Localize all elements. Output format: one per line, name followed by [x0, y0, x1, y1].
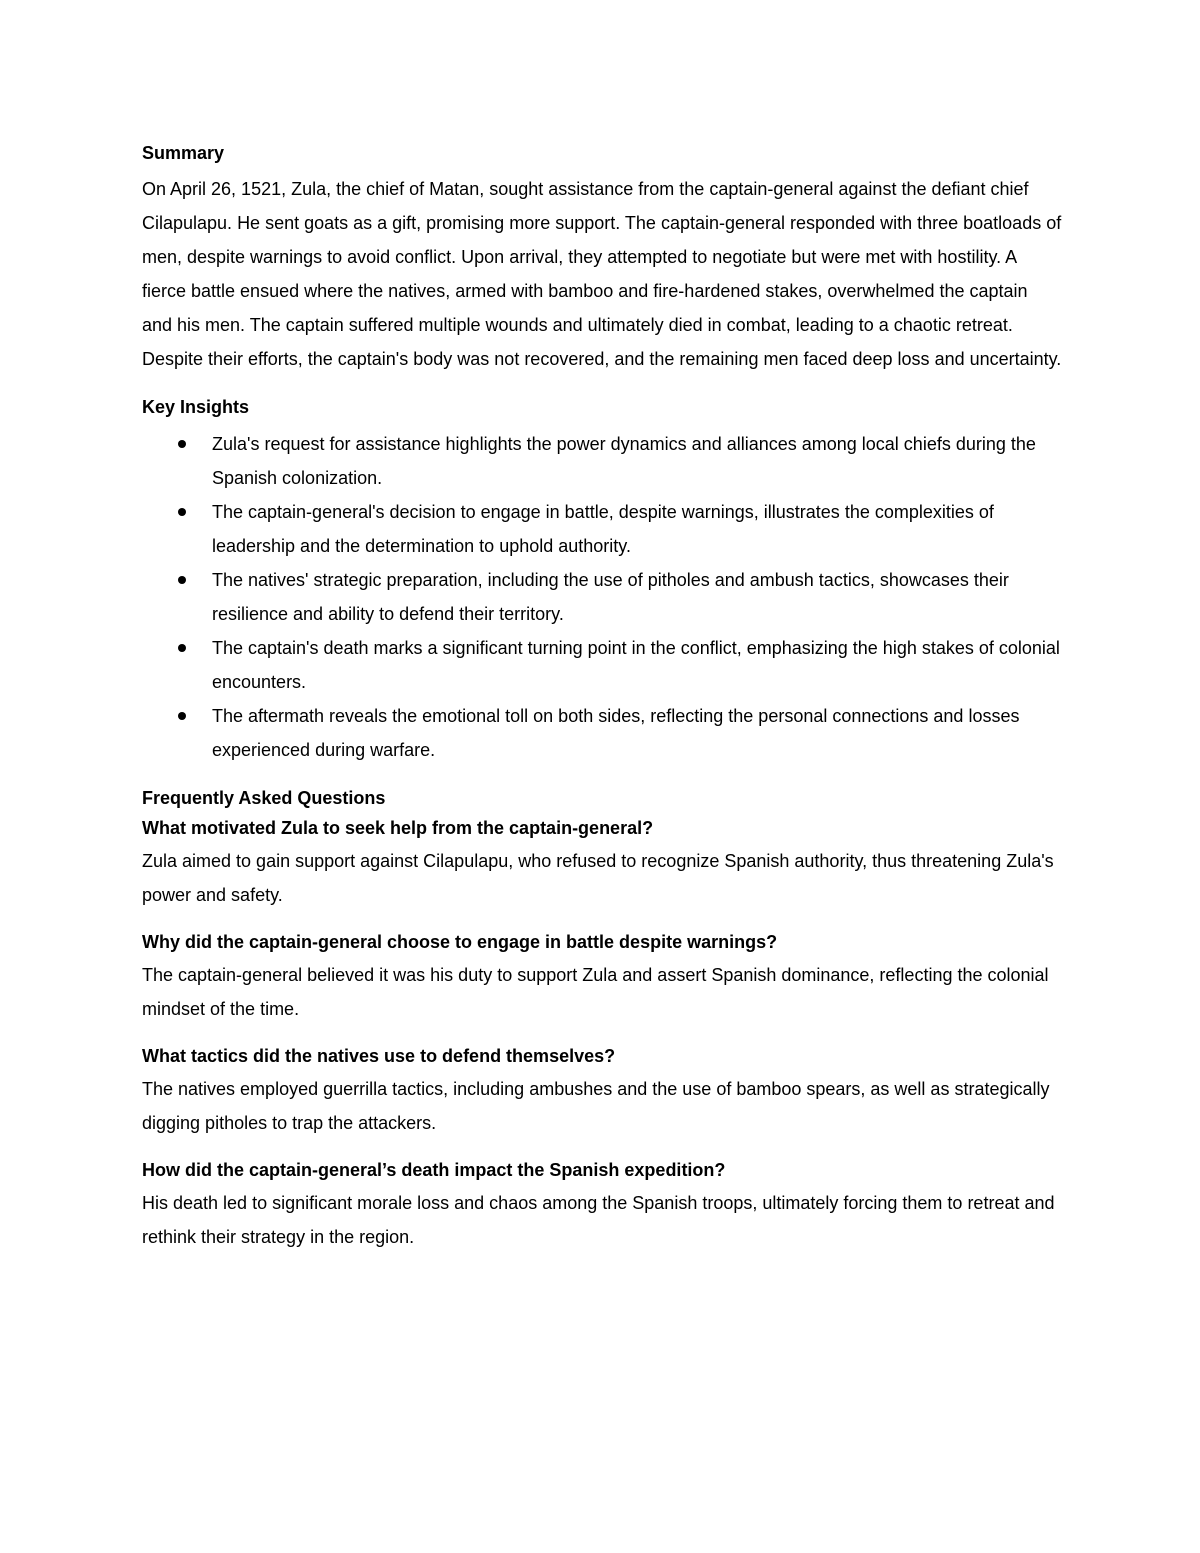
faq-question: Why did the captain-general choose to engage in battle despite warnings?: [142, 932, 778, 952]
insight-item: [142, 427, 1062, 495]
faq-item: [142, 1156, 1062, 1254]
faq-answer: His death led to significant morale loss and chaos among the Spanish troops, ultimately forcing them to retreat and rethink their strategy in the region.: [142, 1193, 1055, 1247]
insight-item: [142, 699, 1062, 767]
insight-text: The natives' strategic preparation, including the use of pitholes and ambush tactics, showcases their resilience and ability to defend their territory.: [212, 570, 1009, 624]
faq-item: [142, 1042, 1062, 1140]
summary-text: On April 26, 1521, Zula, the chief of Matan, sought assistance from the captain-general against the defiant chief Cilapulapu. He sent goats as a gift, promising more support. The captain-general responded with three boatloads of men, despite warnings to avoid conflict. Upon arrival, they attempted to negotiate but were met with hostility. A fierce battle ensued where the natives, armed with bamboo and fire-hardened stakes, overwhelmed the captain and his men. The captain suffered multiple wounds and ultimately died in combat, leading to a chaotic retreat. Despite their efforts, the captain's body was not recovered, and the remaining men faced deep loss and uncertainty.: [142, 179, 1062, 369]
bullet-icon: [178, 576, 186, 584]
insight-text: The captain-general's decision to engage in battle, despite warnings, illustrates the complexities of leadership and the determination to uphold authority.: [212, 502, 994, 556]
faq-answer: Zula aimed to gain support against Cilapulapu, who refused to recognize Spanish authority, thus threatening Zula's power and safety.: [142, 851, 1054, 905]
bullet-icon: [178, 644, 186, 652]
insight-text: The captain's death marks a significant turning point in the conflict, emphasizing the high stakes of colonial encounters.: [212, 638, 1060, 692]
bullet-icon: [178, 712, 186, 720]
summary-heading: Summary: [142, 143, 225, 163]
key-insights-heading: Key Insights: [142, 397, 250, 417]
document-page: [142, 139, 1062, 1270]
insight-item: [142, 563, 1062, 631]
insight-text: Zula's request for assistance highlights the power dynamics and alliances among local chiefs during the Spanish colonization.: [212, 434, 1036, 488]
bullet-icon: [178, 508, 186, 516]
faq-answer: The captain-general believed it was his duty to support Zula and assert Spanish dominance, reflecting the colonial mindset of the time.: [142, 965, 1049, 1019]
insight-item: [142, 495, 1062, 563]
faq-item: [142, 814, 1062, 912]
insight-text: The aftermath reveals the emotional toll on both sides, reflecting the personal connections and losses experienced during warfare.: [212, 706, 1020, 760]
faq-question: How did the captain-general’s death impact the Spanish expedition?: [142, 1160, 726, 1180]
faq-question: What motivated Zula to seek help from the captain-general?: [142, 818, 654, 838]
faq-question: What tactics did the natives use to defend themselves?: [142, 1046, 616, 1066]
bullet-icon: [178, 440, 186, 448]
insight-item: [142, 631, 1062, 699]
faq-answer: The natives employed guerrilla tactics, including ambushes and the use of bamboo spears, as well as strategically digging pitholes to trap the attackers.: [142, 1079, 1050, 1133]
faq-heading: Frequently Asked Questions: [142, 788, 386, 808]
faq-item: [142, 928, 1062, 1026]
key-insights-list: [142, 427, 1062, 767]
